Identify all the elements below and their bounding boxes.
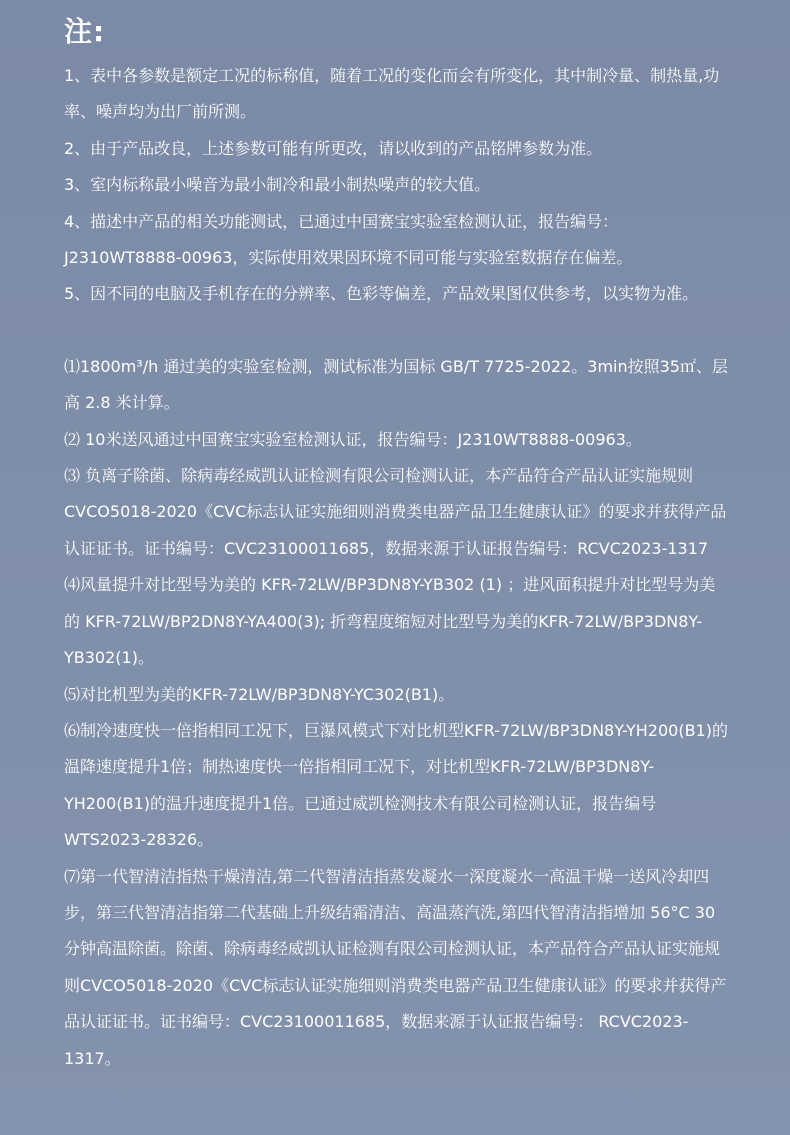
note-item-2: 2、由于产品改良，上述参数可能有所更改，请以收到的产品铭牌参数为准。 bbox=[64, 138, 603, 158]
note-item-3: 3、室内标称最小噪音为最小制冷和最小制热噪声的较大值。 bbox=[64, 175, 491, 195]
reference-list bbox=[64, 349, 730, 1077]
note-item-1: 1、表中各参数是额定工况的标称值，随着工况的变化而会有所变化，其中制冷量、制热量,功率、噪声均为出厂前所测。 bbox=[64, 66, 720, 122]
reference-item-3: ⑶ 负离子除菌、除病毒经威凯认证检测有限公司检测认证，本产品符合产品认证实施规则CVCO5018-2020《CVC标志认证实施细则消费类电器产品卫生健康认证》的要求并获得产品认证证书。证书编号：CVC23100011685，数据来源于认证报告编号：RCVC2023-1317 bbox=[64, 466, 727, 558]
note-item-4: 4、描述中产品的相关功能测试，已通过中国赛宝实验室检测认证，报告编号：J2310WT8888-00963，实际使用效果因环境不同可能与实验室数据存在偏差。 bbox=[64, 211, 633, 268]
reference-item-4: ⑷风量提升对比型号为美的 KFR-72LW/BP3DN8Y-YB302 (1) ；进风面积提升对比型号为美的 KFR-72LW/BP2DN8Y-YA400(3); 折弯程度缩短对比型号为美的KFR-72LW/BP3DN8Y-YB302(1)。 bbox=[64, 575, 716, 668]
reference-item-2: ⑵ 10米送风通过中国赛宝实验室检测认证，报告编号：J2310WT8888-00963。 bbox=[64, 429, 642, 449]
section-spacer bbox=[64, 313, 730, 349]
reference-item-1: ⑴1800m³/h 通过美的实验室检测，测试标准为国标 GB/T 7725-2022。3min按照35㎡、层高 2.8 米计算。 bbox=[64, 356, 728, 413]
reference-item-5: ⑸对比机型为美的KFR-72LW/BP3DN8Y-YC302(B1)。 bbox=[64, 684, 455, 704]
notes-list bbox=[64, 58, 730, 313]
notes-title: 注: bbox=[64, 15, 106, 48]
reference-item-7: ⑺第一代智清洁指热干燥清洁,第二代智清洁指蒸发凝水一深度凝水一高温干燥一送风冷却四步，第三代智清洁指第二代基础上升级结霜清洁、高温蒸汽洗,第四代智清洁指增加 56°C 30 分钟高温除菌。除菌、除病毒经威凯认证检测有限公司检测认证，本产品符合产品认证实施规则CVCO5018-2020《CVC标志认证实施细则消费类电器产品卫生健康认证》的要求并获得产品认证证书。证书编号：CVC23100011685，数据来源于认证报告编号： RCVC2023-1317。 bbox=[64, 866, 727, 1068]
note-item-5: 5、因不同的电脑及手机存在的分辨率、色彩等偏差，产品效果图仅供参考，以实物为准。 bbox=[64, 284, 699, 304]
reference-item-6: ⑹制冷速度快一倍指相同工况下，巨瀑风模式下对比机型KFR-72LW/BP3DN8Y-YH200(B1)的温降速度提升1倍；制热速度快一倍指相同工况下，对比机型KFR-72LW/BP3DN8Y-YH200(B1)的温升速度提升1倍。已通过威凯检测技术有限公司检测认证，报告编号WTS2023-28326。 bbox=[64, 720, 728, 850]
